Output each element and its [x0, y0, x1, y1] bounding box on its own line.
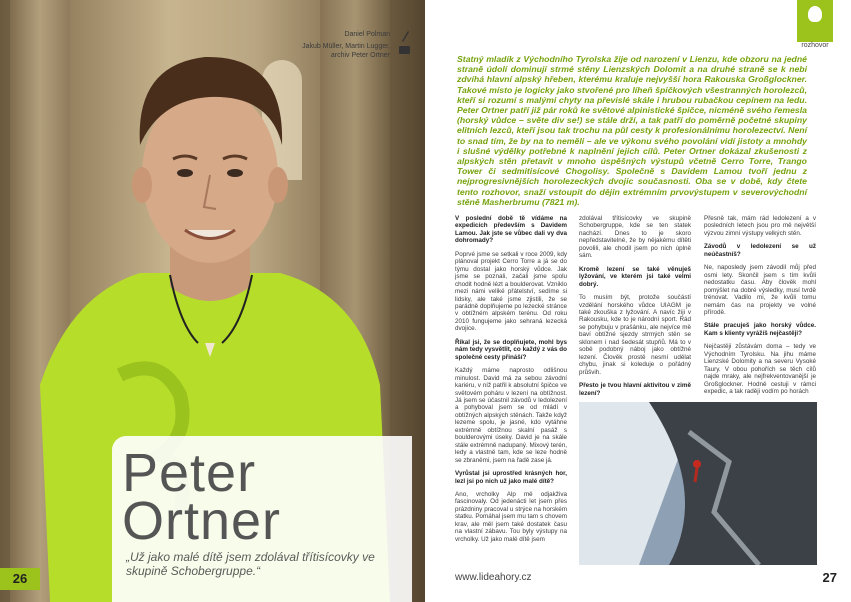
text-author: Daniel Polman: [344, 31, 390, 38]
interview-question: V poslední době tě vídáme na expedicích především s Davidem Lamou. Jak jste se vůbec dali vy dva dohromady?: [455, 215, 567, 245]
interview-question: Vyrůstal jsi uprostřed krásných hor, lezl jsi po nich už jako malé dítě?: [455, 470, 567, 485]
interview-answer: Nejčastěji zůstávám doma – tedy ve Východním Tyrolsku. Na jihu máme Lienzské Dolomity a na severu Vysoké Taury. V obou pohořích se těch cílů najde mraky, ale nejfrekventovanější je Großglockner. Hodně cestuji v rámci expedic, a tak raději vodím po horách: [704, 343, 816, 396]
photo-author: Jakub Müller, Martin Lugger,: [302, 43, 390, 50]
photo-author: archiv Peter Ortner: [330, 52, 390, 59]
page-number-left: 26: [0, 568, 40, 590]
pen-icon: [400, 30, 410, 42]
left-page: [0, 0, 425, 602]
lead-paragraph: Statný mladík z Východního Tyrolska žije od narození v Lienzu, kde obzoru na jedné straně údolí dominují strmé stěny Lienzských Dolomit a na druhé straně se k nebi zdvíhá hlavní alpský hřeben, kterému kraluje nejvyšší hora Rakouska Großglockner. Takové místo je logicky jako stvořené pro líheň špičkových všestranných horolezců, kteří si rozumí s malými chyty na převislé skále i hrubou rubačkou cepínem na ledu. Peter Ortner patří již pár roků ke světové alpinistické špičce, nicméně svého řemesla (horský vůdce – světe div se!) se stále drží, a tak patří do poměrně početné skupiny elitních lezců, kteří jsou tak trochu na půl cesty k profesionálnímu horolezectví. Není to snad tím, že by na to neměli – ale ve výkonu svého povolání vidí jistoty a mnohdy i slušné výdělky potřebné k naplnění jejich cílů. Peter Ortner dokázal zkušenosti z alpských stěn přetavit v mnoho úspěšných výstupů včetně Cerro Torre, Trango Tower či sedmitisícové Chogolisy. Společně s Davidem Lamou tvoří jednu z nejprogresivnějších horolezeckých dvojic současnosti. Oba se v době, kdy čtete tento rozhovor, snaží vstoupit do dějin extrémním prvovýstupem v severovýchodní stěně Masherbrumu (7821 m).: [457, 54, 807, 207]
article-column-2: [579, 215, 691, 403]
climbing-photo: [579, 402, 817, 565]
interview-question: Kromě lezení se také věnuješ lyžování, ve kterém jsi také velmi dobrý.: [579, 265, 691, 288]
section-tab: [797, 0, 833, 42]
article-column-1: [455, 215, 567, 549]
website-url: www.lideahory.cz: [455, 572, 532, 583]
interview-question: Přesto je tvou hlavní aktivitou v zimě lezení?: [579, 382, 691, 397]
photo-credits: [302, 30, 390, 60]
pull-quote: „Už jako malé dítě jsem zdolával třítisícovky ve skupině Schobergruppe.“: [126, 550, 375, 578]
name-box: [112, 436, 412, 602]
interview-answer: To musím být, protože součástí vzdělání horského vůdce UIAGM je také zkouška z lyžování. A navíc žiji v Rakousku, kde to je národní sport. Rád se pohybuju v prašánku, ale nejvíce mě baví obtížné sjezdy strmých stěn se sklonem i nad šedesát stupňů. Má to v sobě podobný náboj jako obtížné lezení. Člověk prostě nesmí udělat chybu, jinak si koleduje o pořádný průšvih.: [579, 294, 691, 376]
interview-question: Závodů v ledolezení se už neúčastníš?: [704, 243, 816, 258]
name-last: Ortner: [122, 491, 282, 551]
right-page: [425, 0, 851, 602]
interview-answer: Ano, vrcholky Alp mě odjakživa fascinovaly. Od jedenácti let jsem přes prázdniny pracoval u strýce na horském statku. Pomáhal jsem mu tam s chovem krav, ale měl jsem také dostatek času na vlastní zábavu. Tou byly výstupy na vrcholky. Už jako malé dítě jsem: [455, 490, 567, 543]
page-number-right: 27: [822, 570, 837, 585]
interview-answer: Každý máme naprosto odlišnou minulost. David má za sebou závodní kariéru, v níž patřil k absolutní špičce ve světovém poháru v lezení na obtížnost. Já jsem se účastnil závodů v ledolezení a pohyboval jsem se od mládí v obtížných alpských stěnách. Takže když lezeme spolu, je jasné, kdo vytáhne extrémně obtížnou skalní pasáž s boulderovými úseky. David je na skále stále extrémně nadupaný. Mixový terén, ledy a vlastně tam, kde se leze hodně se zbraněmi, jsem na řadě zase já.: [455, 367, 567, 464]
article-column-3: [704, 215, 816, 402]
interview-answer: zdolával třítisícovky ve skupině Schobergruppe, kde se ten statek nachází. Dnes to je skoro nepředstavitelné, že by nějakému dítěti povolili, ale chodil jsem po nich úplně sám.: [579, 215, 691, 260]
person-icon: [808, 6, 822, 22]
interview-answer: Poprvé jsme se setkali v roce 2009, kdy plánoval projekt Cerro Torre a já se do týmu dostal jako horský vůdce. Jak jsme se poznali, začali jsme spolu chodit hodně lézt a boulderovat. Vzniklo mezi námi veliké přátelství, sedíme si lidsky, ale také jsme zjistili, že se parádně doplňujeme po lezecké stránce v obtížném alpském terénu. Od roku 2010 fungujeme jako sehraná lezecká dvojice.: [455, 250, 567, 333]
interview-answer: Přesně tak, mám rád ledolezení a v posledních letech jsou pro mě největší výzvou zimní výstupy velkých stěn.: [704, 215, 816, 237]
name-first: Peter: [122, 443, 257, 503]
interview-question: Říkal jsi, že se doplňujete, mohl bys nám tedy vysvětlit, co každý z vás do společné cesty přináší?: [455, 338, 567, 361]
interview-question: Stále pracuješ jako horský vůdce. Kam s klienty vyrážíš nejčastěji?: [704, 322, 816, 337]
interview-answer: Ne, naposledy jsem závodil můj před osmi lety. Skončil jsem s tím kvůli nedostatku času. Aby člověk mohl pomýšlet na dobré výsledky, musí tvrdě trénovat. Vadilo mi, že kvůli tomu nemám čas na projekty ve volné přírodě.: [704, 264, 816, 316]
camera-icon: [399, 46, 410, 54]
section-label: rozhovor: [801, 42, 829, 49]
